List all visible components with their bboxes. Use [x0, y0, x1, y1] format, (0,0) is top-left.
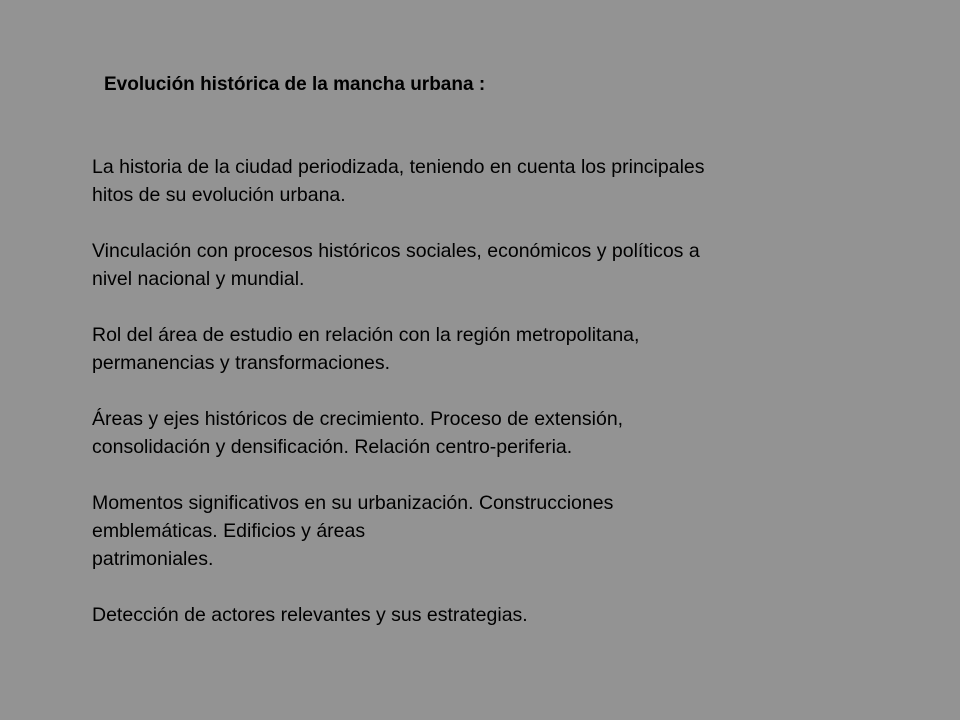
text-line: Detección de actores relevantes y sus estrategias.: [92, 604, 528, 626]
paragraph-historia: [92, 153, 872, 209]
paragraph-actores: [92, 601, 872, 629]
text-line: emblemáticas. Edificios y áreas: [92, 520, 366, 542]
slide-body: [92, 153, 872, 629]
text-line: Vinculación con procesos históricos sociales, económicos y políticos a: [92, 240, 700, 262]
text-line: La historia de la ciudad periodizada, teniendo en cuenta los principales: [92, 156, 705, 178]
text-line: patrimoniales.: [92, 548, 214, 570]
text-line: Rol del área de estudio en relación con la región metropolitana,: [92, 324, 640, 346]
text-line: hitos de su evolución urbana.: [92, 184, 346, 206]
text-line: permanencias y transformaciones.: [92, 352, 391, 374]
slide-title: Evolución histórica de la mancha urbana :: [104, 74, 486, 95]
paragraph-momentos: [92, 489, 872, 573]
text-line: Áreas y ejes históricos de crecimiento. Proceso de extensión,: [92, 408, 624, 430]
text-line: consolidación y densificación. Relación centro-periferia.: [92, 436, 573, 458]
text-line: nivel nacional y mundial.: [92, 268, 305, 290]
paragraph-areas: [92, 405, 872, 461]
paragraph-vinculacion: [92, 237, 872, 293]
text-line: Momentos significativos en su urbanización. Construcciones: [92, 492, 614, 514]
paragraph-rol: [92, 321, 872, 377]
